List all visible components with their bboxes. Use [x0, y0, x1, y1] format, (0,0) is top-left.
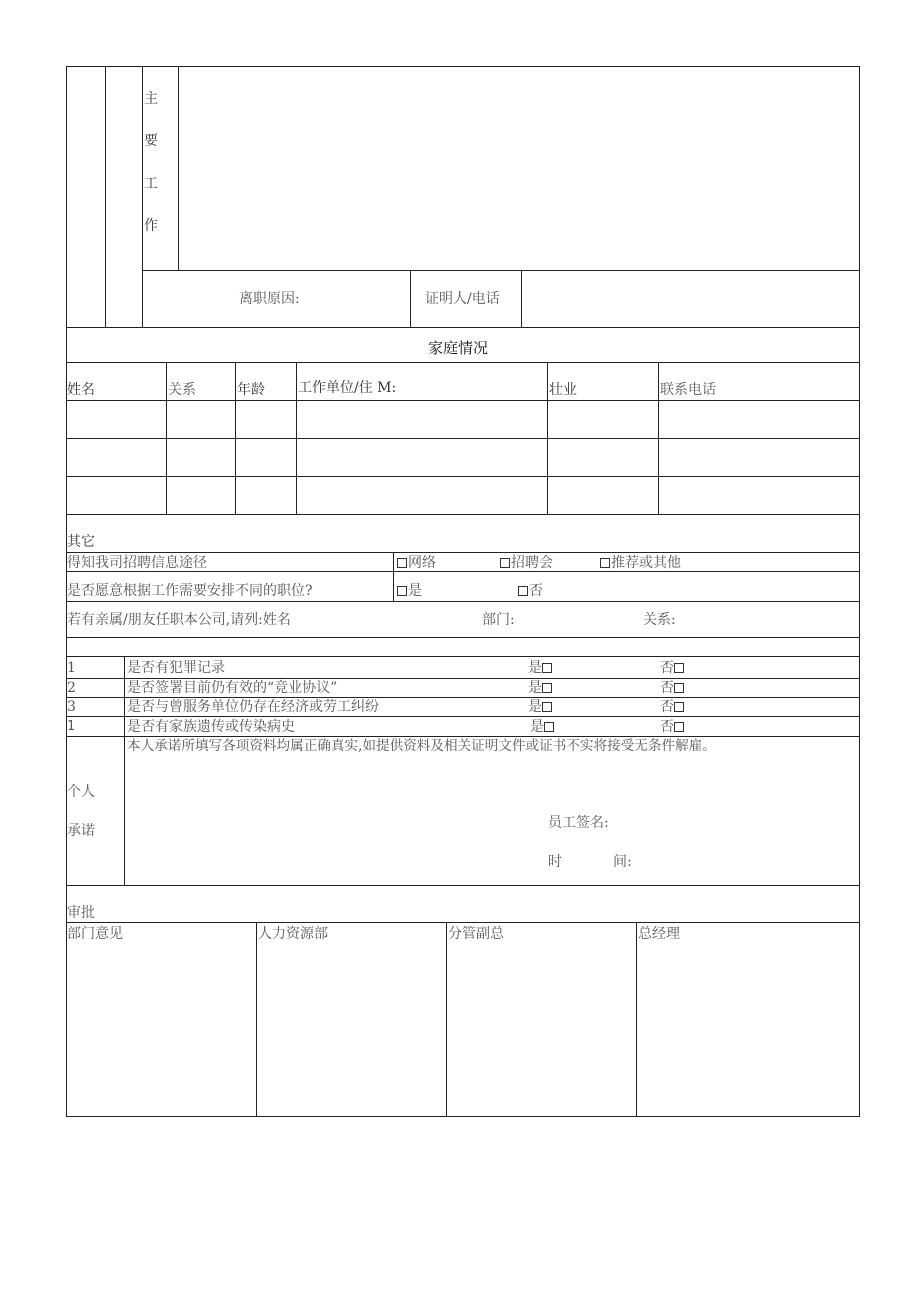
question-yes-label: 是	[528, 660, 542, 676]
checkbox-icon[interactable]	[518, 586, 528, 596]
main-work-label-char-2: 要	[144, 133, 158, 149]
family-header-phone: 联系电话	[660, 382, 716, 398]
family-cell[interactable]	[548, 401, 658, 438]
approval-dept-opinion: 部门意见	[67, 926, 123, 942]
commitment-label-line1: 个人	[67, 784, 95, 800]
checkbox-icon[interactable]	[674, 683, 684, 693]
question-text: 是否有家族遗传或传染病史	[127, 719, 295, 735]
main-work-label-char-1: 主	[144, 91, 158, 107]
main-work-field[interactable]	[179, 67, 859, 270]
checkbox-icon[interactable]	[600, 558, 610, 568]
witness-field[interactable]	[522, 271, 859, 327]
family-header-relation: 关系	[168, 382, 196, 398]
recruit-source-question: 得知我司招聘信息途径	[67, 555, 207, 571]
approval-gm-field[interactable]	[637, 945, 859, 1116]
option-arrange-yes[interactable]	[397, 584, 422, 598]
approval-hr-field[interactable]	[257, 945, 446, 1116]
witness-label: 证明人/电话	[425, 291, 500, 307]
relatives-relation-label: 关系:	[643, 612, 676, 628]
option-arrange-yes-label: 是	[408, 583, 422, 599]
other-section-title: 其它	[67, 534, 95, 550]
question-no-option[interactable]	[660, 661, 685, 675]
approval-hr: 人力资源部	[258, 926, 328, 942]
question-number: 1	[67, 719, 76, 734]
question-text: 是否有犯罪记录	[127, 660, 225, 676]
question-yes-label: 是	[530, 719, 544, 735]
question-yes-option[interactable]	[528, 661, 553, 675]
approval-dept-field[interactable]	[67, 945, 256, 1116]
family-cell[interactable]	[236, 401, 296, 438]
checkbox-icon[interactable]	[542, 683, 552, 693]
relatives-dept-label: 部门:	[482, 612, 515, 628]
question-no-option[interactable]	[660, 700, 685, 714]
commitment-label-line2: 承诺	[67, 823, 95, 839]
question-number: 3	[67, 699, 76, 715]
family-cell[interactable]	[297, 401, 547, 438]
checkbox-icon[interactable]	[674, 722, 684, 732]
approval-deputy-gm: 分管副总	[448, 926, 504, 942]
checkbox-icon[interactable]	[397, 558, 407, 568]
main-work-label-char-4: 作	[144, 218, 158, 234]
question-yes-label: 是	[528, 680, 542, 696]
relatives-name-label: 若有亲属/朋友任职本公司,请列:姓名	[67, 612, 291, 628]
question-number: 2	[67, 680, 76, 696]
option-job-fair[interactable]	[500, 556, 553, 570]
family-header-workplace: 工作单位/住 M:	[298, 380, 397, 396]
option-arrange-no[interactable]	[518, 584, 543, 598]
family-cell[interactable]	[67, 401, 166, 438]
option-referral-other[interactable]	[600, 556, 681, 570]
question-no-label: 否	[660, 660, 674, 676]
question-yes-option[interactable]	[528, 681, 553, 695]
question-text: 是否与曾服务单位仍存在经济或劳工纠纷	[127, 699, 379, 715]
checkbox-icon[interactable]	[397, 586, 407, 596]
approval-section-title: 审批	[67, 905, 95, 921]
option-job-fair-label: 招聘会	[511, 555, 553, 571]
commitment-statement: 本人承诺所填写各项资料均属正确真实,如提供资料及相关证明文件或证书不实将接受无条件解雇。	[127, 738, 716, 754]
arrange-position-question: 是否愿意根据工作需要安排不同的职位?	[67, 583, 313, 599]
option-arrange-no-label: 否	[529, 583, 543, 599]
checkbox-icon[interactable]	[674, 702, 684, 712]
question-text: 是否签署目前仍有效的“竞业协议”	[127, 680, 338, 696]
question-no-label: 否	[660, 699, 674, 715]
option-referral-label: 推荐或其他	[611, 555, 681, 571]
checkbox-icon[interactable]	[674, 663, 684, 673]
option-network[interactable]	[397, 556, 436, 570]
family-cell[interactable]	[167, 401, 235, 438]
checkbox-icon[interactable]	[544, 722, 554, 732]
question-number: 1	[67, 660, 76, 676]
time-label-part2: 间:	[613, 854, 632, 870]
question-yes-option[interactable]	[528, 700, 553, 714]
checkbox-icon[interactable]	[542, 663, 552, 673]
question-yes-option[interactable]	[530, 720, 555, 734]
option-network-label: 网络	[408, 555, 436, 571]
main-work-label-char-3: 工	[144, 176, 158, 192]
family-cell[interactable]	[659, 401, 859, 438]
question-no-option[interactable]	[660, 720, 685, 734]
question-no-label: 否	[660, 680, 674, 696]
approval-deputy-field[interactable]	[447, 945, 636, 1116]
family-section-title: 家庭情况	[428, 339, 489, 357]
question-no-label: 否	[660, 719, 674, 735]
approval-gm: 总经理	[638, 926, 680, 942]
question-no-option[interactable]	[660, 681, 685, 695]
family-header-occupation: 壮业	[549, 382, 577, 398]
time-label-part1: 时	[548, 854, 562, 870]
checkbox-icon[interactable]	[542, 702, 552, 712]
family-header-name: 姓名	[67, 382, 95, 398]
signature-label: 员工签名:	[548, 815, 609, 831]
family-header-age: 年龄	[237, 382, 265, 398]
checkbox-icon[interactable]	[500, 558, 510, 568]
question-yes-label: 是	[528, 699, 542, 715]
leave-reason-label: 离职原因:	[239, 291, 300, 307]
signature-field[interactable]	[620, 810, 820, 836]
